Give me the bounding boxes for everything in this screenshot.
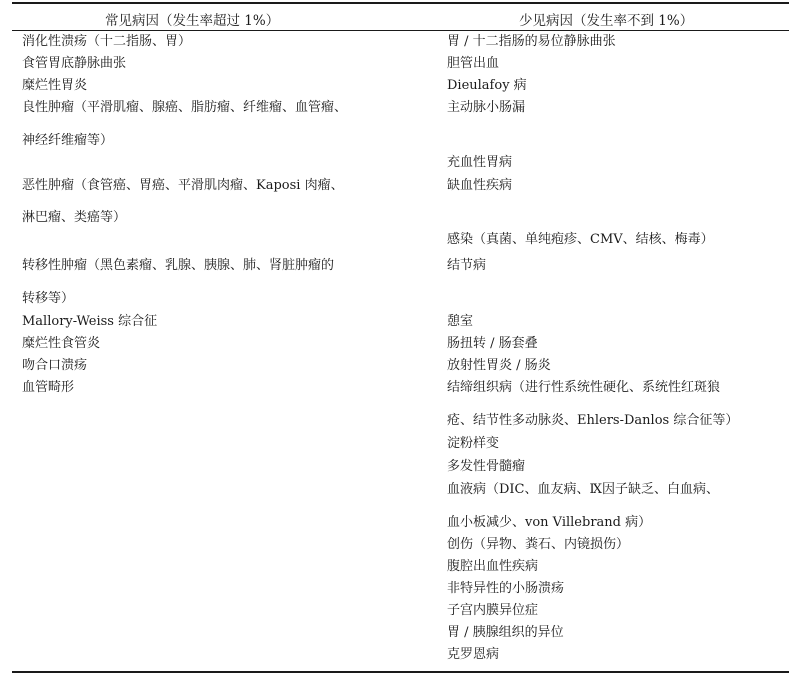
common-cause-item: Mallory-Weiss 综合征 (22, 314, 158, 329)
header-common-causes: 常见病因（发生率超过 1%） (105, 13, 280, 29)
rare-cause-item: 主动脉小肠漏 (447, 100, 526, 115)
common-cause-item: 食管胃底静脉曲张 (22, 56, 127, 71)
table-bottom-rule (12, 671, 789, 673)
header-rare-causes: 少见病因（发生率不到 1%） (519, 13, 694, 29)
common-cause-item: 糜烂性食管炎 (22, 336, 101, 351)
rare-cause-item: 非特异性的小肠溃疡 (447, 581, 565, 596)
common-cause-item: 转移性肿瘤（黑色素瘤、乳腺、胰腺、肺、肾脏肿瘤的 (22, 258, 335, 273)
common-cause-item: 糜烂性胃炎 (22, 78, 88, 93)
rare-cause-item-cont: 疮、结节性多动脉炎、Ehlers-Danlos 综合征等） (447, 413, 739, 428)
common-cause-item-cont: 转移等） (22, 291, 75, 306)
rare-cause-item: 放射性胃炎 / 肠炎 (447, 358, 551, 373)
rare-cause-item: 胆管出血 (447, 56, 500, 71)
common-cause-item: 吻合口溃疡 (22, 358, 88, 373)
table-top-rule (12, 2, 789, 4)
rare-cause-item: 创伤（异物、粪石、内镜损伤） (447, 537, 630, 552)
common-cause-item-cont: 淋巴瘤、类癌等） (22, 210, 127, 225)
rare-cause-item: 胃 / 十二指肠的易位静脉曲张 (447, 34, 616, 49)
rare-cause-item-cont: 血小板减少、von Villebrand 病） (447, 515, 652, 530)
rare-cause-item: 淀粉样变 (447, 436, 500, 451)
common-cause-item: 血管畸形 (22, 380, 75, 395)
rare-cause-item: 血液病（DIC、血友病、Ⅸ因子缺乏、白血病、 (447, 482, 720, 497)
rare-cause-item: 腹腔出血性疾病 (447, 559, 539, 574)
rare-cause-item: 克罗恩病 (447, 647, 500, 662)
rare-cause-item: 子宫内膜异位症 (447, 603, 539, 618)
rare-cause-item: 感染（真菌、单纯疱疹、CMV、结核、梅毒） (447, 232, 714, 247)
rare-cause-item: 憩室 (447, 314, 474, 329)
common-cause-item: 良性肿瘤（平滑肌瘤、腺癌、脂肪瘤、纤维瘤、血管瘤、 (22, 100, 348, 115)
common-cause-item: 恶性肿瘤（食管癌、胃癌、平滑肌肉瘤、Kaposi 肉瘤、 (22, 178, 344, 193)
rare-cause-item: Dieulafoy 病 (447, 78, 527, 93)
rare-cause-item: 充血性胃病 (447, 155, 513, 170)
rare-cause-item: 多发性骨髓瘤 (447, 459, 526, 474)
rare-cause-item: 结节病 (447, 258, 487, 273)
common-cause-item-cont: 神经纤维瘤等） (22, 133, 114, 148)
rare-cause-item: 缺血性疾病 (447, 178, 513, 193)
table-header-rule (12, 30, 789, 31)
common-cause-item: 消化性溃疡（十二指肠、胃） (22, 34, 192, 49)
rare-cause-item: 结缔组织病（进行性系统性硬化、系统性红斑狼 (447, 380, 721, 395)
rare-cause-item: 胃 / 胰腺组织的异位 (447, 625, 564, 640)
rare-cause-item: 肠扭转 / 肠套叠 (447, 336, 538, 351)
